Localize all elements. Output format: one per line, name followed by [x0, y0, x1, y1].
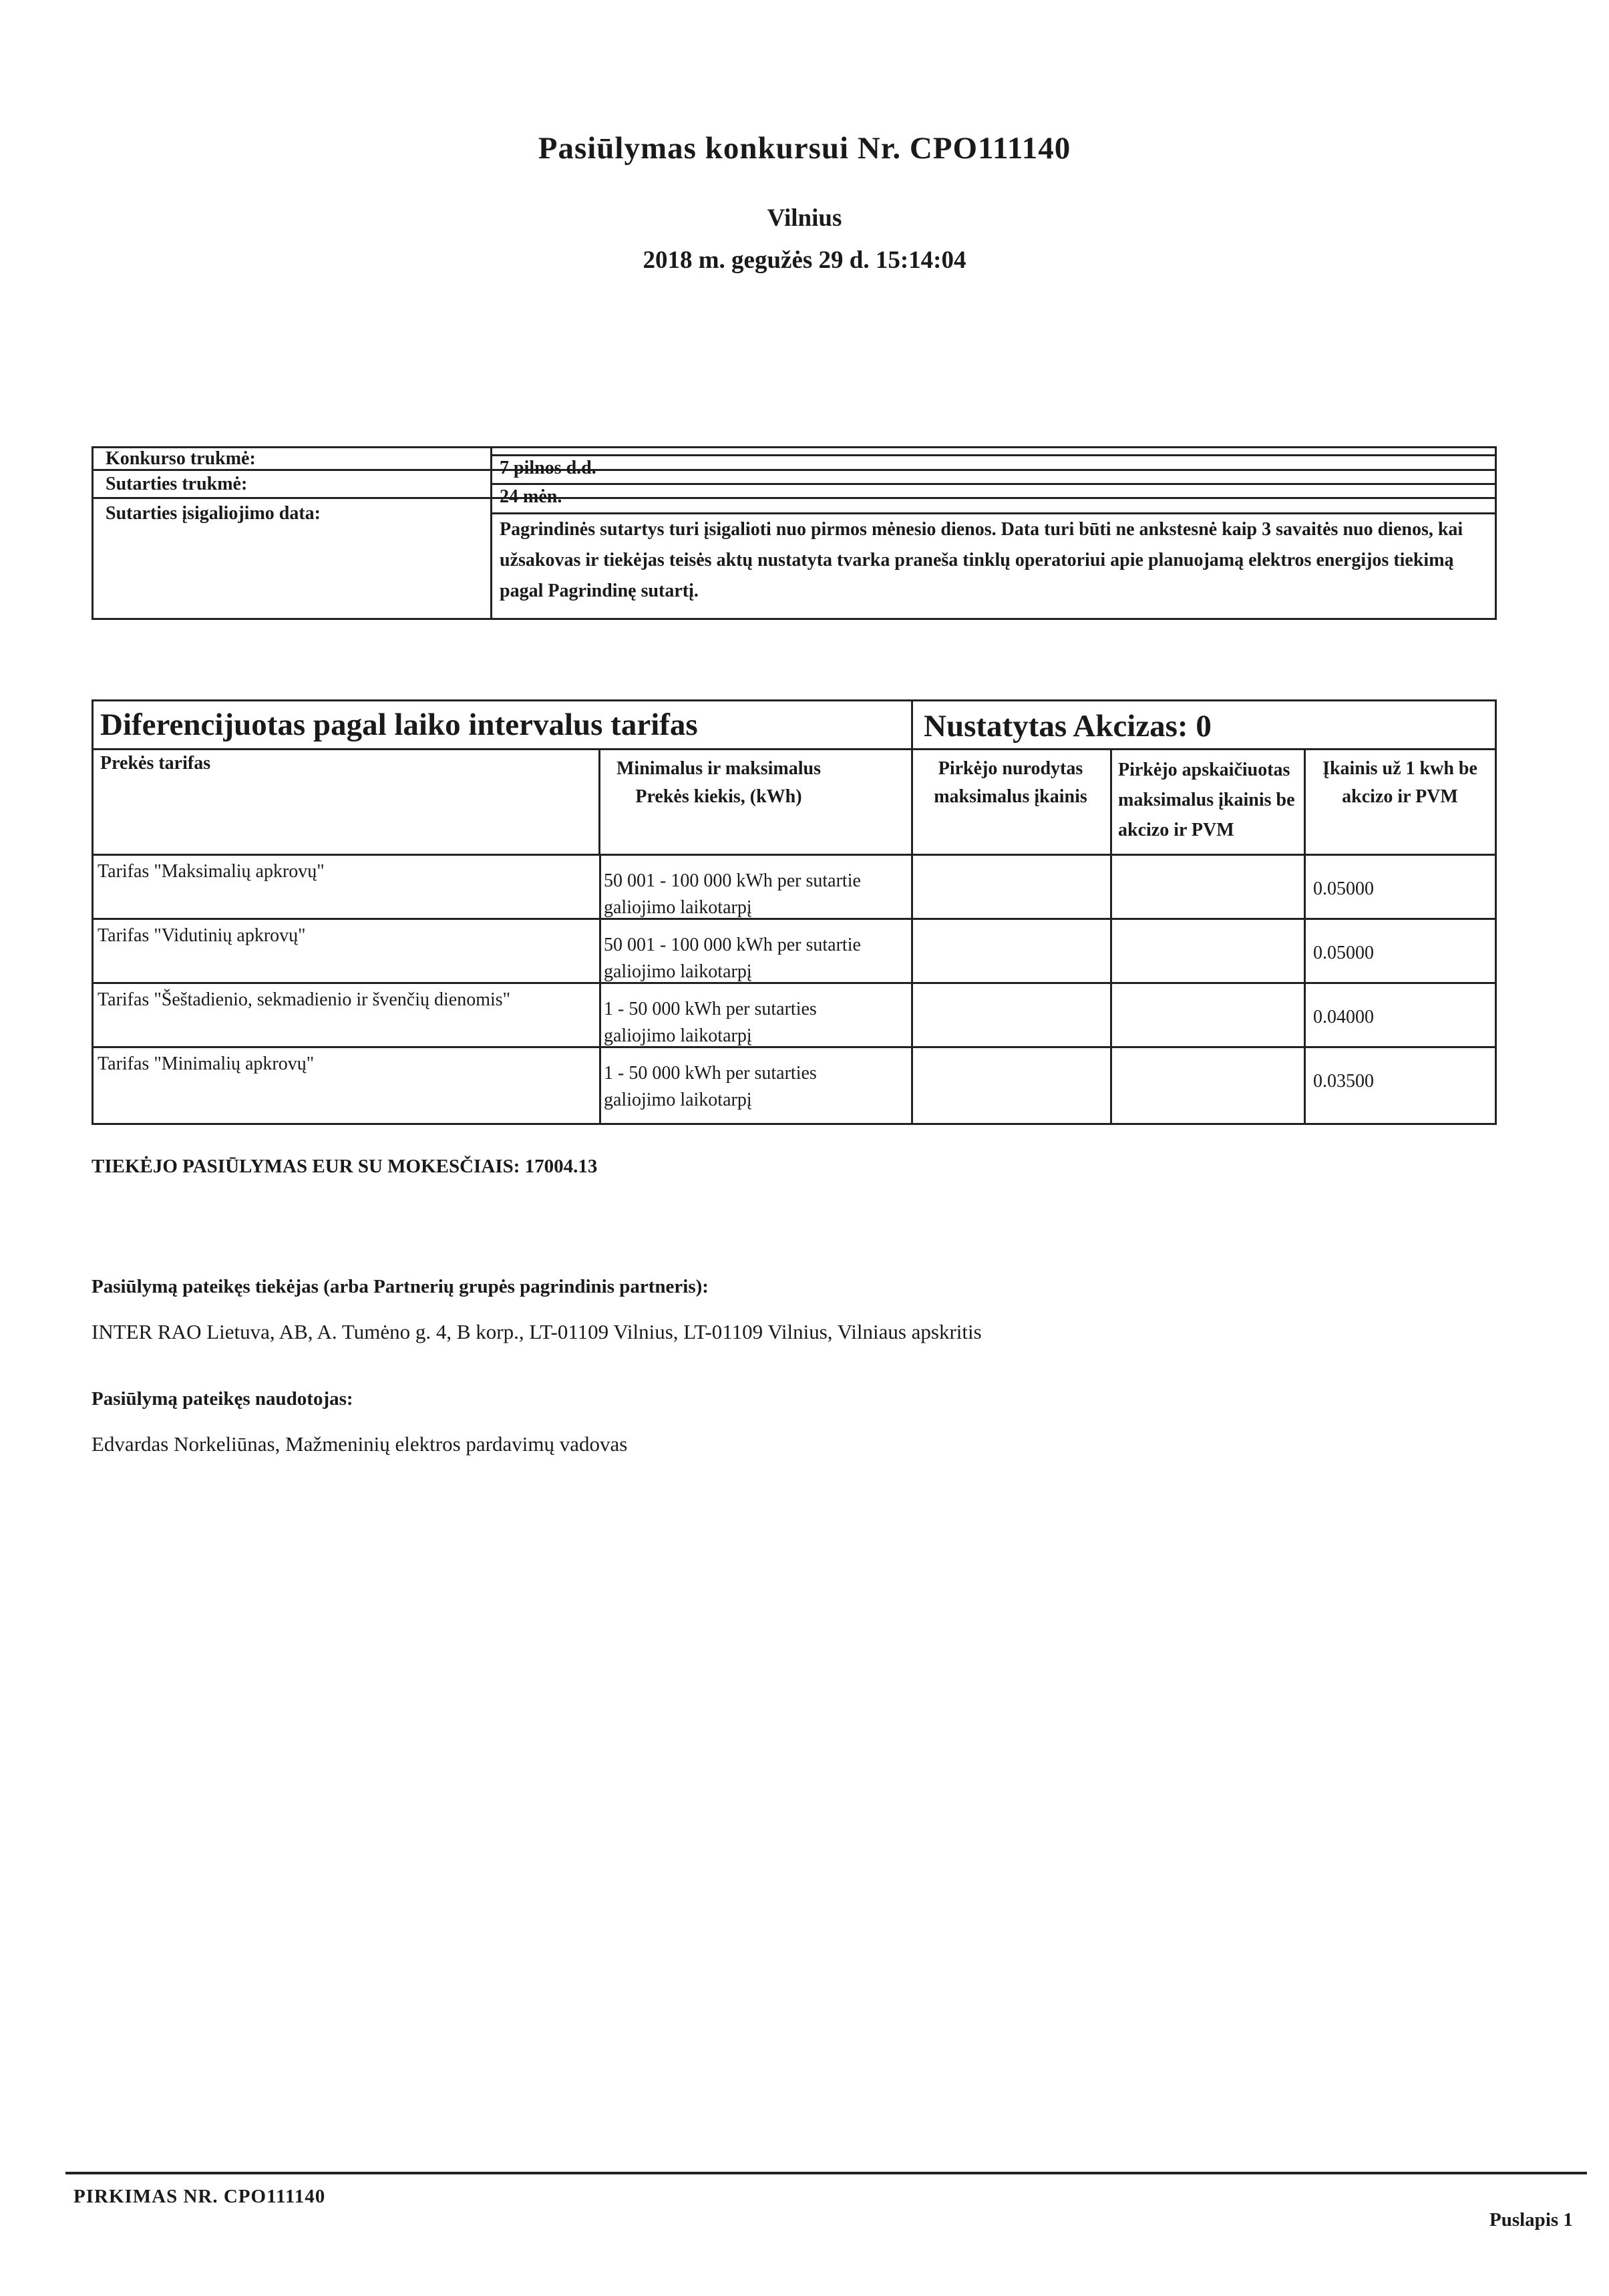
user-value: Edvardas Norkeliūnas, Mažmeninių elektros pardavimų vadovas	[92, 1432, 628, 1456]
info-value-isigaliojimo: Pagrindinės sutartys turi įsigalioti nuo pirmos mėnesio dienos. Data turi būti ne ankstesnė kaip 3 savaitės nuo dienos, kai užsakovas ir tiekėjas teisės aktų nustatyta tvarka praneša tinklų operatoriui apie planuojamą elektros energijos tiekimą pagal Pagrindinę sutartį.	[500, 519, 1463, 601]
footer-procurement-number: PIRKIMAS NR. CPO111140	[73, 2186, 326, 2207]
row-price: 0.05000	[1313, 878, 1374, 899]
info-row-divider	[490, 483, 1495, 485]
row-divider	[94, 1046, 1495, 1048]
user-label: Pasiūlymą pateikęs naudotojas:	[92, 1388, 353, 1410]
row-tariff: Tarifas "Vidutinių apkrovų"	[98, 925, 306, 946]
row-quantity: 1 - 50 000 kWh per sutarties	[604, 1063, 817, 1084]
offer-total: TIEKĖJO PASIŪLYMAS EUR SU MOKESČIAIS: 17004.13	[92, 1156, 598, 1177]
header-product: Prekės tarifas	[100, 753, 211, 774]
header-quantity: Minimalus ir maksimalus Prekės kiekis, (kWh)	[616, 758, 821, 807]
info-row-divider	[490, 454, 1495, 456]
row-tariff: Tarifas "Minimalių apkrovų"	[98, 1053, 315, 1074]
row-tariff: Tarifas "Šeštadienio, sekmadienio ir švenčių dienomis"	[98, 989, 511, 1010]
row-quantity-period: galiojimo laikotarpį	[604, 1090, 752, 1110]
header-price: Įkainis už 1 kwh be akcizo ir PVM	[1322, 758, 1477, 807]
info-divider	[490, 448, 492, 618]
row-quantity-period: galiojimo laikotarpį	[604, 961, 752, 982]
header-buyer-max: Pirkėjo nurodytas maksimalus įkainis	[934, 758, 1087, 807]
row-tariff: Tarifas "Maksimalių apkrovų"	[98, 861, 325, 882]
footer-rule	[65, 2172, 1587, 2174]
supplier-label: Pasiūlymą pateikęs tiekėjas (arba Partnerių grupės pagrindinis partneris):	[92, 1276, 709, 1297]
row-quantity: 50 001 - 100 000 kWh per sutartie	[604, 870, 861, 891]
col-divider	[911, 701, 913, 1125]
row-divider	[94, 854, 1495, 856]
info-value-konkurso: 7 pilnos d.d.	[500, 458, 596, 478]
document-date: 2018 m. gegužės 29 d. 15:14:04	[643, 247, 966, 274]
info-value-sutarties-trukme: 24 mėn.	[500, 486, 562, 507]
tariff-table	[92, 699, 1497, 1125]
supplier-value: INTER RAO Lietuva, AB, A. Tumėno g. 4, B korp., LT-01109 Vilnius, LT-01109 Vilnius, Vilniaus apskritis	[92, 1320, 982, 1343]
row-quantity: 1 - 50 000 kWh per sutarties	[604, 999, 817, 1019]
header-buyer-calc: Pirkėjo apskaičiuotas maksimalus įkainis be akcizo ir PVM	[1118, 760, 1295, 840]
info-label-isigaliojimo: Sutarties įsigaliojimo data:	[106, 503, 321, 524]
row-divider	[94, 982, 1495, 984]
row-divider	[94, 748, 1495, 750]
row-quantity: 50 001 - 100 000 kWh per sutartie	[604, 935, 861, 955]
info-label-sutarties-trukme: Sutarties trukmė:	[106, 474, 248, 494]
row-price: 0.05000	[1313, 943, 1374, 963]
row-price: 0.04000	[1313, 1007, 1374, 1027]
row-price: 0.03500	[1313, 1071, 1374, 1092]
row-divider	[94, 918, 1495, 920]
info-row-divider	[94, 469, 1495, 471]
excise-title: Nustatytas Akcizas: 0	[924, 709, 1212, 744]
row-quantity-period: galiojimo laikotarpį	[604, 897, 752, 918]
footer-page-number: Puslapis 1	[1489, 2209, 1573, 2231]
info-label-konkurso: Konkurso trukmė:	[106, 448, 256, 469]
document-title: Pasiūlymas konkursui Nr. CPO111140	[538, 131, 1071, 166]
col-divider	[1110, 750, 1112, 1125]
tariff-title: Diferencijuotas pagal laiko intervalus tarifas	[100, 707, 698, 742]
info-table	[92, 446, 1497, 620]
row-quantity-period: galiojimo laikotarpį	[604, 1025, 752, 1046]
city: Vilnius	[767, 204, 842, 232]
info-row-divider	[94, 497, 1495, 499]
col-divider	[599, 855, 601, 1125]
